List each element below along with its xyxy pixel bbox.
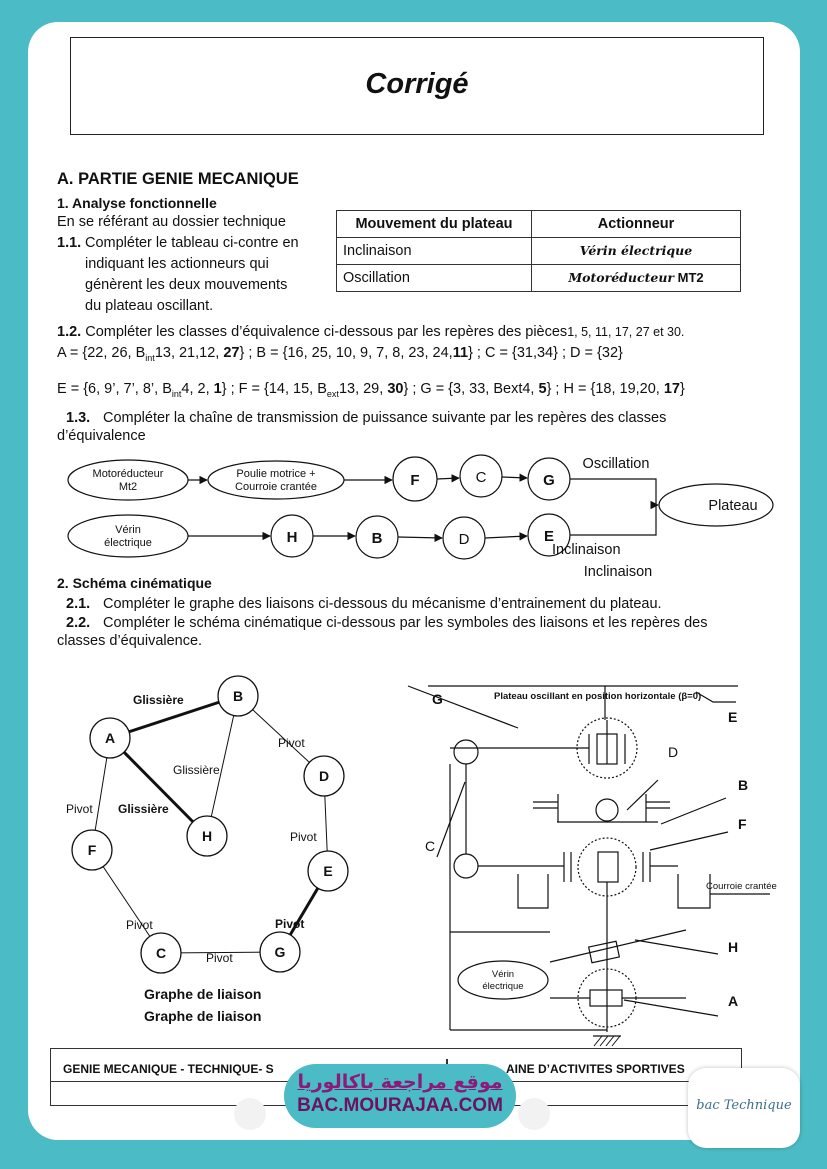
schema-letter-a: A — [728, 993, 739, 1009]
graph-label-f: F — [87, 842, 97, 858]
belt-box — [518, 874, 548, 908]
plateau-label: Plateau oscillant en position horizontale (β=0) — [494, 691, 702, 702]
schema-letter-h: H — [728, 939, 739, 955]
footer-left: GENIE MECANIQUE - TECHNIQUE- S — [63, 1062, 274, 1076]
site-banner[interactable] — [284, 1064, 516, 1128]
q12-line — [57, 322, 684, 342]
section-1-title: 1. Analyse fonctionnelle — [57, 195, 217, 211]
title-box — [70, 37, 764, 135]
table-cell — [532, 238, 741, 265]
eq-f-sub: ext — [326, 388, 339, 399]
eq-e-sub: int — [171, 388, 182, 399]
chain-arrow — [398, 537, 442, 538]
chain-verin-label: électrique — [104, 537, 152, 549]
graph-caption: Graphe de liaison — [144, 1008, 262, 1024]
eq-e: E = {6, 9’, 7’, 8’, B — [57, 381, 172, 397]
link-label-ah: Glissière — [118, 802, 169, 816]
graph-label-g: G — [274, 944, 286, 960]
chain-poulie-label: Courroie crantée — [235, 481, 317, 493]
eq-g-bold: 5 — [538, 381, 547, 397]
leader-e — [696, 692, 736, 702]
chain-inclinaison-text: Inclinaison — [552, 542, 621, 558]
eq-c: } ; C = {31,34} ; D = {32} — [468, 345, 623, 361]
graph-label-c: C — [155, 945, 167, 961]
link-label-eg: Pivot — [275, 917, 305, 931]
table-header-row — [337, 211, 741, 238]
chain-letter-b: B — [371, 530, 383, 547]
link-label-de: Pivot — [290, 830, 317, 844]
schema-letter-e: E — [728, 709, 738, 725]
eq-b-bold: 11 — [452, 345, 469, 361]
table-cell: Inclinaison — [337, 238, 532, 265]
q21-text: Compléter le graphe des liaisons ci-dessous du mécanisme d’entrainement du plateau. — [103, 596, 662, 612]
q11-line: indiquant les actionneurs qui — [85, 256, 269, 272]
chain-poulie-node — [208, 461, 344, 499]
chain-motor-node — [68, 460, 188, 500]
chain-arrow — [502, 477, 527, 478]
graph-label-b: B — [232, 688, 244, 704]
chain-letter-e: E — [543, 528, 555, 545]
table-cell — [532, 265, 741, 292]
q12-text: Compléter les classes d’équivalence ci-dessous par les repères des pièces — [85, 324, 568, 340]
schema-letter-d: D — [668, 744, 679, 760]
q13-line: Compléter la chaîne de transmission de puissance suivante par les repères des classes — [103, 410, 667, 426]
badge-text: bac Technique — [696, 1098, 792, 1113]
page-title: Corrigé — [365, 68, 469, 100]
chain-motor-label: Mt2 — [118, 481, 138, 493]
joint-rect — [590, 990, 622, 1006]
answer-sheet — [28, 22, 800, 1140]
table-cell: Oscillation — [337, 265, 532, 292]
q13-line: d’équivalence — [57, 428, 146, 444]
q21-number: 2.1. — [66, 596, 91, 612]
chain-arrow — [437, 478, 459, 479]
handwritten-answer: Vérin électrique — [579, 243, 693, 258]
logo-right — [518, 1098, 550, 1130]
eq-a-bold: 27 — [223, 345, 240, 361]
q12-number: 1.2. — [57, 324, 82, 340]
chain-merge-line — [570, 479, 656, 535]
logo-left — [234, 1098, 266, 1130]
eq-a-sub: int — [145, 352, 155, 363]
eq-b: } ; B = {16, 25, 10, 9, 7, 8, 23, 24, — [239, 345, 453, 361]
eq-f-bold: 30 — [387, 381, 404, 397]
chain-letter-h: H — [286, 529, 298, 546]
chain-oscillation-label: Oscillation — [582, 456, 650, 472]
leader-d — [627, 780, 658, 810]
q11-line: du plateau oscillant. — [85, 298, 214, 314]
section-2-title: 2. Schéma cinématique — [57, 575, 212, 591]
banner-url[interactable]: BAC.MOURAJAA.COM — [297, 1095, 503, 1116]
handwritten-answer: Motoréducteur — [568, 270, 675, 285]
link-label-cf: Pivot — [126, 918, 153, 932]
joint-rect — [598, 852, 618, 882]
leader-c — [437, 782, 465, 857]
pivot-circle — [454, 740, 478, 764]
table-header: Actionneur — [532, 211, 741, 238]
q22-line: classes d’équivalence. — [57, 633, 203, 649]
graph-label-e: E — [323, 863, 333, 879]
liaison-graph — [52, 666, 392, 1024]
chain-letter-g: G — [543, 472, 555, 489]
chain-poulie-label: Poulie motrice + — [236, 468, 316, 480]
q11-number: 1.1. — [57, 235, 82, 251]
table-row — [337, 238, 741, 265]
chain-verin-label: Vérin — [115, 524, 141, 536]
leader-h — [635, 940, 718, 954]
eq-g: } ; G = {3, 33, Bext4, — [403, 381, 539, 397]
q11-line: génèrent les deux mouvements — [85, 277, 288, 293]
pivot-circle — [596, 799, 618, 821]
link-label-gc: Pivot — [206, 951, 233, 965]
schema-verin-label: Vérin — [491, 969, 515, 980]
link-ah — [110, 738, 207, 836]
schema-letter-b: B — [738, 777, 749, 793]
chain-letter-d: D — [458, 531, 470, 548]
ground-hatch — [594, 1036, 620, 1046]
eq-e-2: 4, 2, — [181, 381, 214, 397]
chain-verin-node — [68, 515, 188, 557]
table-header: Mouvement du plateau — [337, 211, 532, 238]
answer-suffix: MT2 — [674, 270, 704, 285]
section-a-title: A. PARTIE GENIE MECANIQUE — [57, 170, 299, 188]
q13-number: 1.3. — [66, 410, 91, 426]
link-label-bh: Glissière — [173, 763, 220, 777]
schema-verin-label: électrique — [482, 981, 524, 992]
eq-a-2: 13, 21,12, — [154, 345, 224, 361]
section-1-intro: En se référant au dossier technique — [57, 214, 286, 230]
chain-letter-f: F — [410, 472, 420, 489]
chain-inclinaison-label: Inclinaison — [583, 564, 653, 580]
eq-h: } ; H = {18, 19,20, — [546, 381, 664, 397]
schema-letter-c: C — [425, 838, 436, 854]
q12-small: 1, 5, 11, 17, 27 et 30. — [567, 325, 685, 339]
equivalence-line-1 — [57, 343, 623, 368]
q22-line: Compléter le schéma cinématique ci-dessous par les symboles des liaisons et les repères des — [103, 615, 708, 631]
link-label-bd: Pivot — [278, 736, 305, 750]
table-row — [337, 265, 741, 292]
equivalence-line-2 — [57, 379, 685, 404]
eq-e-bold: 1 — [213, 381, 222, 397]
schema-letter-f: F — [738, 816, 747, 832]
eq-h-bold: 17 — [663, 381, 680, 397]
leader-f — [650, 832, 728, 850]
banner-arabic[interactable]: موقع مراجعة باكالوريا — [297, 1071, 503, 1093]
verin-ellipse — [458, 961, 548, 999]
chain-arrow — [485, 536, 527, 538]
pivot-circle — [454, 854, 478, 878]
eq-f-2: 13, 29, — [338, 381, 388, 397]
chain-letter-c: C — [475, 469, 487, 486]
leader-b — [661, 798, 726, 824]
schema-letter-g: G — [432, 691, 443, 707]
courroie-label: Courroie crantée — [706, 881, 777, 892]
graph-label-d: D — [318, 768, 330, 784]
actuator-table — [336, 210, 741, 292]
link-label-ab: Glissière — [133, 693, 184, 707]
kinematic-schema — [388, 662, 788, 1037]
graph-label-h: H — [201, 828, 213, 844]
chain-plateau-label: Plateau — [708, 498, 758, 514]
q11-line: Compléter le tableau ci-contre en — [85, 235, 299, 251]
footer-right: AINE D’ACTIVITES SPORTIVES — [506, 1062, 685, 1076]
q22-number: 2.2. — [66, 615, 91, 631]
graph-caption-text: Graphe de liaison — [144, 986, 262, 1002]
bac-technique-badge — [688, 1068, 800, 1148]
eq-end: } — [680, 381, 685, 397]
link-label-af: Pivot — [66, 802, 93, 816]
eq-a: A = {22, 26, B — [57, 345, 146, 361]
eq-f: } ; F = {14, 15, B — [221, 381, 327, 397]
transmission-chain — [58, 450, 758, 580]
leader-a — [624, 1000, 718, 1016]
graph-label-a: A — [104, 730, 116, 746]
chain-motor-label: Motoréducteur — [92, 468, 164, 480]
